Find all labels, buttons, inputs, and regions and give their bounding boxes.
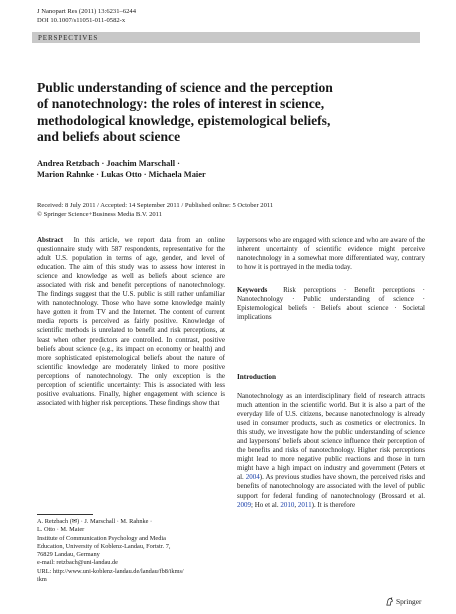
- citation-link[interactable]: 2004: [245, 473, 260, 482]
- footnote-rule: [37, 514, 93, 515]
- doi: DOI 10.1007/s11051-011-0582-x: [37, 16, 126, 24]
- citation-link[interactable]: 2010: [280, 500, 295, 509]
- author-affiliation: [37, 518, 184, 584]
- introduction-heading: Introduction: [237, 373, 277, 381]
- abstract: [37, 236, 225, 408]
- author-line: Marion Rahnke · Lukas Otto · Michaela Maier: [37, 169, 206, 179]
- keywords-label: Keywords: [237, 286, 268, 295]
- affiliation-line: A. Retzbach (✉) · J. Marschall · M. Rahnke ·: [37, 518, 153, 525]
- title-line: and beliefs about science: [37, 129, 181, 145]
- abstract-text: In this article, we report data from an online questionnaire study with 587 respondents, representative for the adult U.S. population in terms of age, gender, and level of education. The aim of this study was to assess how interest in science and knowledge as well as beliefs about science are associated with risk and benefit perceptions of nanotechnology. The findings suggest that the U.S. public is still rather unfamiliar with nanotechnology. Those who have some knowledge mainly have gotten it from TV and the Internet. The content of current media reports is perceived as fairly positive. Knowledge of scientific methods is unrelated to benefit and risk perceptions, at least when other predictors are controlled. In contrast, positive beliefs about science (e.g., its impact on economy or health) and more sophisticated epistemological beliefs about the nature of scientific knowledge are moderately linked to more positive perceptions of nanotechnology. The only exception is the perception of scientific uncertainty: This is associated with less positive evaluations. Finally, higher engagement with science is associated with higher risk perceptions. These findings show that: [37, 236, 225, 407]
- title-line: of nanotechnology: the roles of interest in science,: [37, 96, 325, 112]
- intro-text: ; Ho et al.: [251, 500, 281, 509]
- affiliation-line: L. Otto · M. Maier: [37, 526, 85, 534]
- springer-horse-icon: [385, 597, 394, 606]
- author-list: [37, 159, 206, 180]
- abstract-label: Abstract: [37, 236, 64, 244]
- right-column-top: [237, 236, 425, 322]
- title-line: methodological knowledge, epistemological beliefs,: [37, 112, 331, 128]
- intro-text: ). It is therefore: [311, 500, 356, 509]
- copyright-line: © Springer Science+Business Media B.V. 2011: [37, 210, 163, 218]
- citation-link[interactable]: 2009: [237, 500, 251, 509]
- title-line: Public understanding of science and the perception: [37, 80, 333, 95]
- introduction-text: [237, 392, 425, 510]
- affiliation-line: Education, University of Koblenz-Landau, Fortstr. 7,: [37, 542, 171, 550]
- article-title: [37, 80, 377, 146]
- publication-dates: [37, 202, 273, 219]
- journal-citation: J Nanopart Res (2011) 13:6231–6244: [37, 8, 137, 15]
- section-label: PERSPECTIVES: [38, 33, 99, 42]
- author-line: Andrea Retzbach · Joachim Marschall ·: [37, 159, 180, 168]
- url-line-continued: ikm: [37, 576, 47, 584]
- citation-link[interactable]: 2011: [297, 500, 312, 509]
- keywords-text: Risk perceptions · Benefit perceptions · Nanotechnology · Public understanding of science · Epistemological beliefs · Beliefs about science · Societal implications: [237, 286, 425, 322]
- intro-text: ). As previous studies have shown, the perceived risks and benefits of nanotechnology are associated with the level of public support for federal funding of nanotechnology (Brossard et al.: [237, 473, 425, 500]
- publisher-name: Springer: [396, 597, 422, 606]
- journal-header: [37, 8, 136, 25]
- abstract-continuation: laypersons who are engaged with science and who are aware of the inherent uncertainty of scientific evidence might perceive nanotechnology in a somewhat more differentiated way, contrary to how it is portrayed in the media today.: [237, 236, 425, 272]
- keywords: [237, 286, 425, 322]
- url-line[interactable]: URL: http://www.uni-koblenz-landau.de/landau/fb8/ikms/: [37, 567, 184, 575]
- affiliation-line: Institute of Communication Psychology and Media: [37, 534, 166, 542]
- affiliation-line: 76829 Landau, Germany: [37, 551, 100, 559]
- intro-text: ,: [294, 500, 298, 509]
- email-line[interactable]: e-mail: retzbach@uni-landau.de: [37, 559, 118, 567]
- section-banner: [32, 32, 420, 43]
- dates-line: Received: 8 July 2011 / Accepted: 14 September 2011 / Published online: 5 October 2011: [37, 202, 274, 209]
- intro-text: Nanotechnology as an interdisciplinary field of research attracts much attention in the scientific world. But it is also a part of the everyday life of U.S. citizens, because nanotechnology is already used in consumer products, such as cosmetics or electronics. In this study, we investigate how the public understanding of science and laypersons' beliefs about science influence their perception of the benefits and risks of nanotechnology. Higher risk perceptions might lead to more negative public reactions and those in turn might have a high impact on industry and government (Peters et al.: [237, 392, 425, 482]
- publisher-logo: [385, 597, 421, 606]
